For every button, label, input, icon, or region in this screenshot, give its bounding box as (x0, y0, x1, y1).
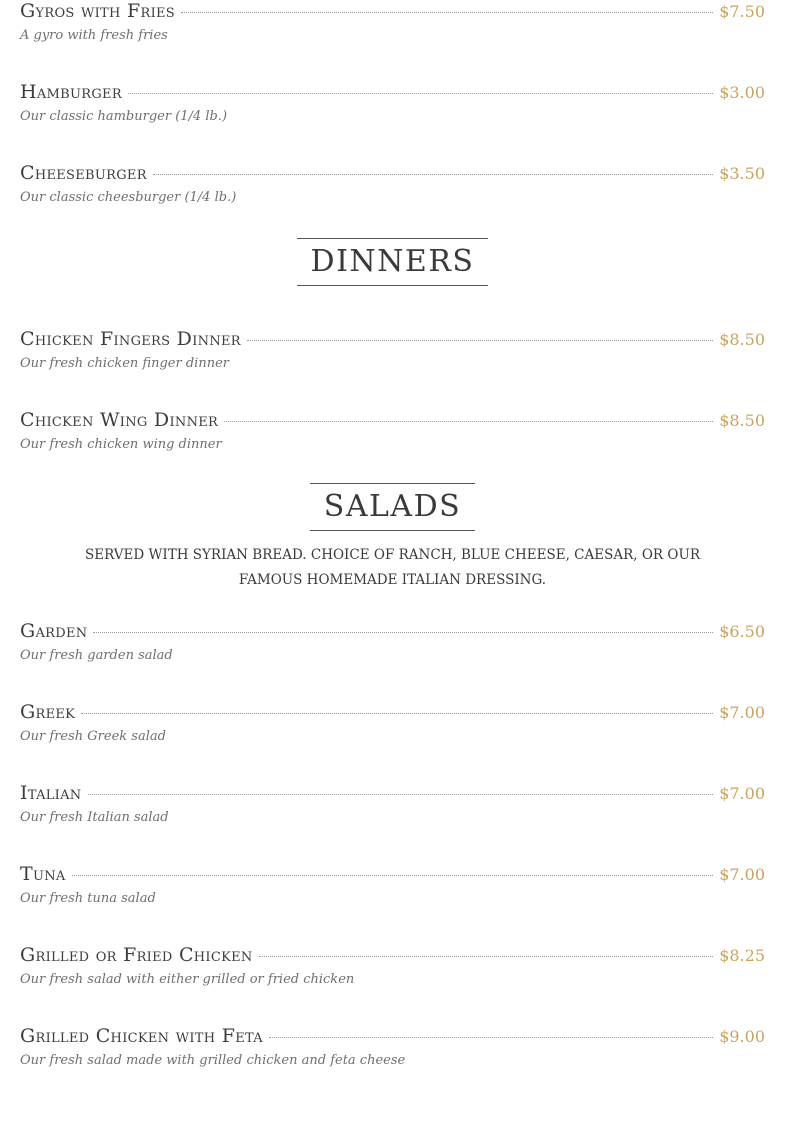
menu-item-line (20, 782, 765, 810)
menu-item-chicken-wing-dinner (20, 409, 765, 483)
menu-item-line (20, 1025, 765, 1053)
dot-leader (259, 956, 714, 957)
menu-item-description: Our classic hamburger (1/4 lb.) (20, 109, 228, 124)
menu-item-name: Garden (20, 620, 88, 642)
menu-item-name: Gyros with Fries (20, 0, 175, 22)
menu-item-grilled-or-fried-chicken (20, 944, 765, 1025)
menu-item-name: Italian (20, 782, 82, 804)
menu-item-line (20, 409, 765, 437)
menu-item-price: $3.00 (719, 83, 765, 102)
menu-item-price: $7.50 (719, 2, 765, 21)
menu-item-description: Our fresh garden salad (20, 648, 173, 663)
menu-item-description: Our classic cheesburger (1/4 lb.) (20, 190, 237, 205)
menu-item-gyros-with-fries (20, 0, 765, 81)
menu-item-price: $8.50 (719, 411, 765, 430)
menu-item-line (20, 81, 765, 109)
menu-item-price: $7.00 (719, 703, 765, 722)
section-header-salads (20, 483, 765, 543)
menu-item-description: Our fresh chicken finger dinner (20, 356, 229, 371)
menu-item-name: Tuna (20, 863, 66, 885)
menu-item-hamburger (20, 81, 765, 162)
dot-leader (269, 1037, 713, 1038)
section-title: DINNERS (297, 238, 489, 286)
menu-item-name: Grilled or Fried Chicken (20, 944, 253, 966)
menu-item-line (20, 863, 765, 891)
menu-item-greek (20, 701, 765, 782)
menu-item-name: Chicken Fingers Dinner (20, 328, 241, 350)
dot-leader (88, 794, 714, 795)
section-header-dinners (20, 238, 765, 328)
menu-item-garden (20, 620, 765, 701)
menu-item-cheeseburger (20, 162, 765, 238)
menu-item-description: Our fresh tuna salad (20, 891, 156, 906)
menu-item-price: $8.25 (719, 946, 765, 965)
dot-leader (128, 93, 713, 94)
menu-item-italian (20, 782, 765, 863)
menu-item-name: Chicken Wing Dinner (20, 409, 219, 431)
menu-item-price: $8.50 (719, 330, 765, 349)
menu-page (20, 0, 765, 1106)
menu-item-price: $6.50 (719, 622, 765, 641)
menu-item-description: Our fresh Greek salad (20, 729, 166, 744)
menu-item-description: A gyro with fresh fries (20, 28, 168, 43)
menu-item-tuna (20, 863, 765, 944)
section-note: SERVED WITH SYRIAN BREAD. CHOICE OF RANCH, BLUE CHEESE, CAESAR, OR OUR FAMOUS HOMEMADE ITALIAN DRESSING. (84, 547, 700, 588)
menu-item-price: $7.00 (719, 784, 765, 803)
dot-leader (181, 12, 713, 13)
menu-item-price: $9.00 (719, 1027, 765, 1046)
dot-leader (247, 340, 713, 341)
dot-leader (224, 421, 713, 422)
section-title: SALADS (310, 483, 475, 531)
menu-item-description: Our fresh salad made with grilled chicken and feta cheese (20, 1053, 406, 1068)
menu-item-name: Hamburger (20, 81, 122, 103)
menu-item-name: Cheeseburger (20, 162, 147, 184)
menu-item-grilled-chicken-with-feta (20, 1025, 765, 1106)
dot-leader (93, 632, 713, 633)
menu-item-name: Greek (20, 701, 76, 723)
menu-item-price: $3.50 (719, 164, 765, 183)
menu-item-chicken-fingers-dinner (20, 328, 765, 409)
dot-leader (72, 875, 714, 876)
menu-item-name: Grilled Chicken with Feta (20, 1025, 263, 1047)
menu-item-line (20, 0, 765, 28)
menu-item-price: $7.00 (719, 865, 765, 884)
menu-item-description: Our fresh salad with either grilled or fried chicken (20, 972, 355, 987)
menu-item-line (20, 162, 765, 190)
menu-item-line (20, 701, 765, 729)
menu-item-description: Our fresh Italian salad (20, 810, 169, 825)
menu-item-description: Our fresh chicken wing dinner (20, 437, 222, 452)
menu-item-line (20, 944, 765, 972)
dot-leader (153, 174, 713, 175)
menu-item-line (20, 328, 765, 356)
menu-item-line (20, 620, 765, 648)
dot-leader (81, 713, 713, 714)
